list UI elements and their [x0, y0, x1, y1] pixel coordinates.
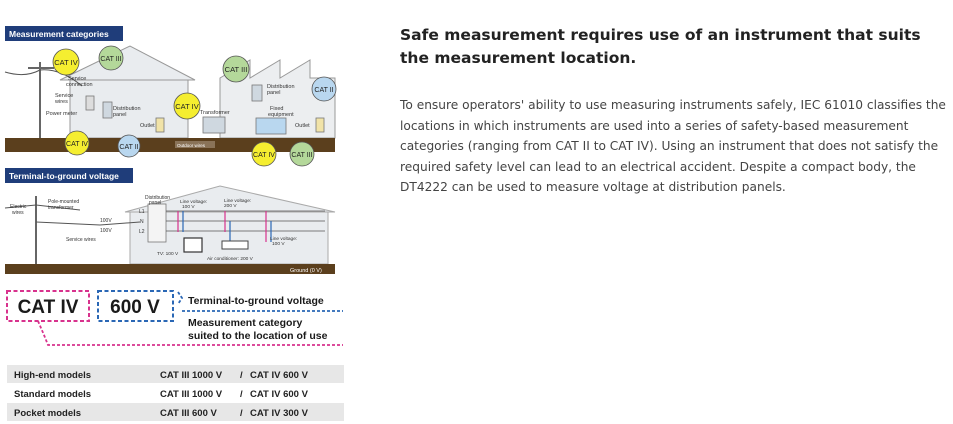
cat-iv-bubble-4 — [252, 142, 276, 166]
svg-text:CAT II: CAT II — [119, 144, 139, 151]
l2-label: L2 — [139, 229, 145, 235]
fixed-equipment-label: Fixed — [270, 106, 284, 112]
fixed-equipment-label-2: equipment — [268, 112, 294, 118]
distribution-panel-2-icon — [148, 204, 166, 242]
power-meter-label: Power meter — [46, 111, 78, 117]
ground-band-1 — [5, 138, 335, 152]
line-voltage-2a: Line voltage: — [224, 199, 252, 204]
svg-text:CAT IV: CAT IV — [175, 102, 199, 111]
v100-label-1: 100V — [100, 218, 112, 224]
air-conditioner-label: Air conditioner: 200 V — [207, 257, 253, 262]
table-row — [14, 389, 309, 400]
model-name: Standard models — [14, 389, 92, 400]
electric-wires-label: Electric — [10, 204, 27, 210]
table-separator: / — [240, 389, 243, 400]
body-paragraph: To ensure operators' ability to use measuring instruments safely, IEC 61010 classifies the locations in which instruments are used into a series of safety-based measurement categories (ranging from CAT II to CAT IV). Using an instrument that does not satisfy the required safety level can lead to an electrical accident. Despite a compact body, the DT4222 can be used to measure voltage at distribution panels. — [400, 98, 946, 195]
electric-wires-label-2: wires — [12, 210, 24, 216]
cat-iii-bubble-2 — [223, 56, 249, 82]
outdoor-wires-label: Outdoor wires — [177, 143, 206, 148]
voltage-box-label: 600 V — [110, 297, 160, 318]
n-label: N — [140, 219, 144, 225]
svg-text:CAT IV: CAT IV — [66, 141, 88, 148]
cat-iii-bubble-3 — [290, 142, 314, 166]
transformer-icon — [203, 117, 225, 133]
measurement-category-figure — [0, 0, 350, 424]
distribution-panel-label: Distribution — [113, 106, 141, 112]
model-name: High-end models — [14, 370, 92, 381]
distribution-panel-icon — [103, 102, 112, 118]
l1-label: L1 — [139, 209, 145, 215]
terminal-label: Terminal-to-ground voltage — [188, 295, 324, 307]
power-meter-icon — [86, 96, 94, 110]
table-row — [14, 370, 309, 381]
model-name: Pocket models — [14, 408, 82, 419]
svg-text:CAT IV: CAT IV — [54, 58, 78, 67]
service-connection-label: Service — [68, 76, 87, 82]
cat-iv-bubble-3 — [174, 93, 200, 119]
cat-iv-bubble-1 — [53, 49, 79, 75]
model-cat3: CAT III 600 V — [160, 408, 217, 419]
line-voltage-2b: 200 V — [224, 204, 237, 209]
factory-panel-icon — [252, 85, 262, 101]
svg-text:CAT III: CAT III — [224, 65, 248, 74]
ground-label: Ground (0 V) — [290, 268, 322, 274]
category-label-2: suited to the location of use — [188, 330, 328, 342]
factory-panel-label-2: panel — [267, 90, 281, 96]
headline: Safe measurement requires use of an instrument that suits the measurement location. — [400, 26, 921, 67]
outlet-icon — [156, 118, 164, 132]
table-row — [14, 408, 309, 419]
cat-box-label: CAT IV — [17, 297, 79, 318]
v100-label-2: 100V — [100, 228, 112, 234]
factory-outlet-icon — [316, 118, 324, 132]
service-wires-label: Service — [55, 93, 74, 99]
outlet-label: Outlet — [140, 123, 155, 129]
transformer-label: Transformer — [200, 110, 230, 116]
model-cat3: CAT III 1000 V — [160, 370, 223, 381]
section2-title: Terminal-to-ground voltage — [9, 171, 119, 181]
model-cat4: CAT IV 600 V — [250, 370, 308, 381]
text-column — [400, 24, 950, 198]
pole-transformer-label-2: transformer — [48, 205, 74, 211]
category-label-1: Measurement category — [188, 317, 303, 329]
cat-ii-bubble-1 — [118, 135, 140, 157]
ground-band-2 — [5, 264, 335, 274]
svg-text:CAT III: CAT III — [100, 56, 122, 63]
tv-icon — [184, 238, 202, 252]
line-voltage-3a: Line voltage: — [270, 237, 298, 242]
model-cat4: CAT IV 600 V — [250, 389, 308, 400]
distribution-panel-label-2: panel — [113, 112, 127, 118]
model-cat4: CAT IV 300 V — [250, 408, 308, 419]
svg-text:CAT IV: CAT IV — [253, 152, 275, 159]
service-wires-label-2: wires — [55, 99, 68, 105]
distribution-panel-2-label: Distribution — [145, 195, 171, 201]
line-voltage-1b: 100 V — [182, 205, 195, 210]
svg-text:CAT III: CAT III — [291, 152, 313, 159]
line-voltage-3b: 100 V — [272, 242, 285, 247]
line-voltage-1a: Line voltage: — [180, 200, 208, 205]
service-connection-label-2: connection — [66, 82, 93, 88]
cat-ii-bubble-2 — [312, 77, 336, 101]
table-separator: / — [240, 408, 243, 419]
cat-iv-bubble-2 — [65, 131, 89, 155]
tv-label: TV: 100 V — [157, 252, 179, 257]
pole-transformer-label: Pole-mounted — [48, 199, 80, 205]
air-conditioner-icon — [222, 241, 248, 249]
section1-title: Measurement categories — [9, 29, 109, 39]
distribution-panel-2-label-2: panel — [149, 200, 162, 206]
svg-text:CAT II: CAT II — [314, 87, 334, 94]
model-cat3: CAT III 1000 V — [160, 389, 223, 400]
fixed-equipment-icon — [256, 118, 286, 134]
cat-iii-bubble-1 — [99, 46, 123, 70]
table-separator: / — [240, 370, 243, 381]
service-wires-label-s2: Service wires — [66, 237, 96, 243]
factory-outlet-label: Outlet — [295, 123, 310, 129]
factory-panel-label: Distribution — [267, 84, 295, 90]
